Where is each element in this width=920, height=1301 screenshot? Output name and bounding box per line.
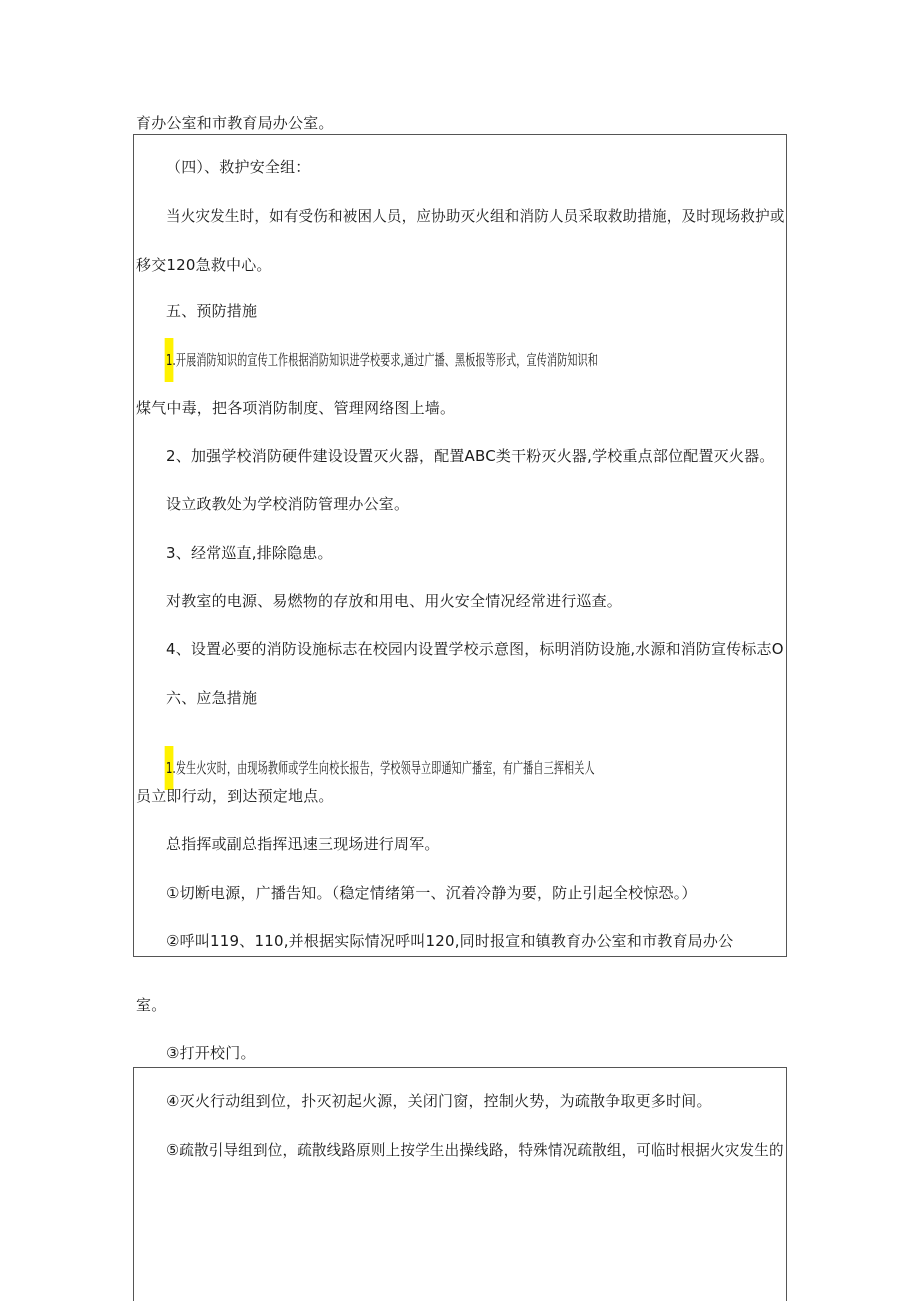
text-content: 发生火灾时，由现场教师或学生向校长报告，学校领导立即通知广播室，有广播自三挥相关人 bbox=[175, 759, 595, 777]
text-line: 3、经常巡直,排除隐患。 bbox=[166, 544, 333, 562]
text-line: 2、加强学校消防硬件建设设置灭火器，配置ABC类干粉灭火器,学校重点部位配置灭火器。 bbox=[166, 447, 775, 465]
text-line: ④灭火行动组到位，扑灭初起火源，关闭门窗，控制火势，为疏散争取更多时间。 bbox=[166, 1092, 712, 1110]
text-line: 总指挥或副总指挥迅速三现场进行周军。 bbox=[166, 835, 440, 853]
text-line-highlighted bbox=[166, 350, 784, 370]
section-heading: 六、应急措施 bbox=[166, 689, 258, 707]
list-number: 1. bbox=[166, 759, 176, 777]
list-number: 1. bbox=[166, 351, 176, 369]
text-line: 4、设置必要的消防设施标志在校园内设置学校示意图，标明消防设施,水源和消防宣传标志O bbox=[166, 640, 784, 658]
text-line: ②呼叫119、110,并根据实际情况呼叫120,同时报宣和镇教育办公室和市教育局办公 bbox=[166, 932, 734, 950]
section-heading: 五、预防措施 bbox=[166, 302, 258, 320]
section-heading: （四）、救护安全组： bbox=[166, 158, 311, 176]
text-line: 设立政教处为学校消防管理办公室。 bbox=[166, 495, 410, 513]
text-line: 育办公室和市教育局办公室。 bbox=[136, 114, 334, 132]
text-content: 开展消防知识的宣传工作根据消防知识进学校要求,通过广播、黑板报等形式，宣传消防知识和 bbox=[175, 351, 599, 369]
text-line: 员立即行动，到达预定地点。 bbox=[136, 787, 334, 805]
text-line: 煤气中毒，把各项消防制度、管理网络图上墙。 bbox=[136, 399, 456, 417]
text-line: ①切断电源，广播告知。（稳定情绪第一、沉着冷静为要，防止引起全校惊恐。） bbox=[166, 884, 697, 902]
text-line: ③打开校门。 bbox=[166, 1044, 256, 1062]
text-line: ⑤疏散引导组到位，疏散线路原则上按学生出操线路，特殊情况疏散组，可临时根据火灾发生的 bbox=[166, 1141, 784, 1159]
text-line: 当火灾发生时，如有受伤和被困人员，应协助灭火组和消防人员采取救助措施，及时现场救护或 bbox=[166, 207, 785, 225]
text-line-highlighted bbox=[166, 758, 784, 778]
text-line: 室。 bbox=[136, 996, 167, 1014]
text-line: 移交120急救中心。 bbox=[136, 256, 272, 274]
text-line: 对教室的电源、易燃物的存放和用电、用火安全情况经常进行巡查。 bbox=[166, 592, 623, 610]
